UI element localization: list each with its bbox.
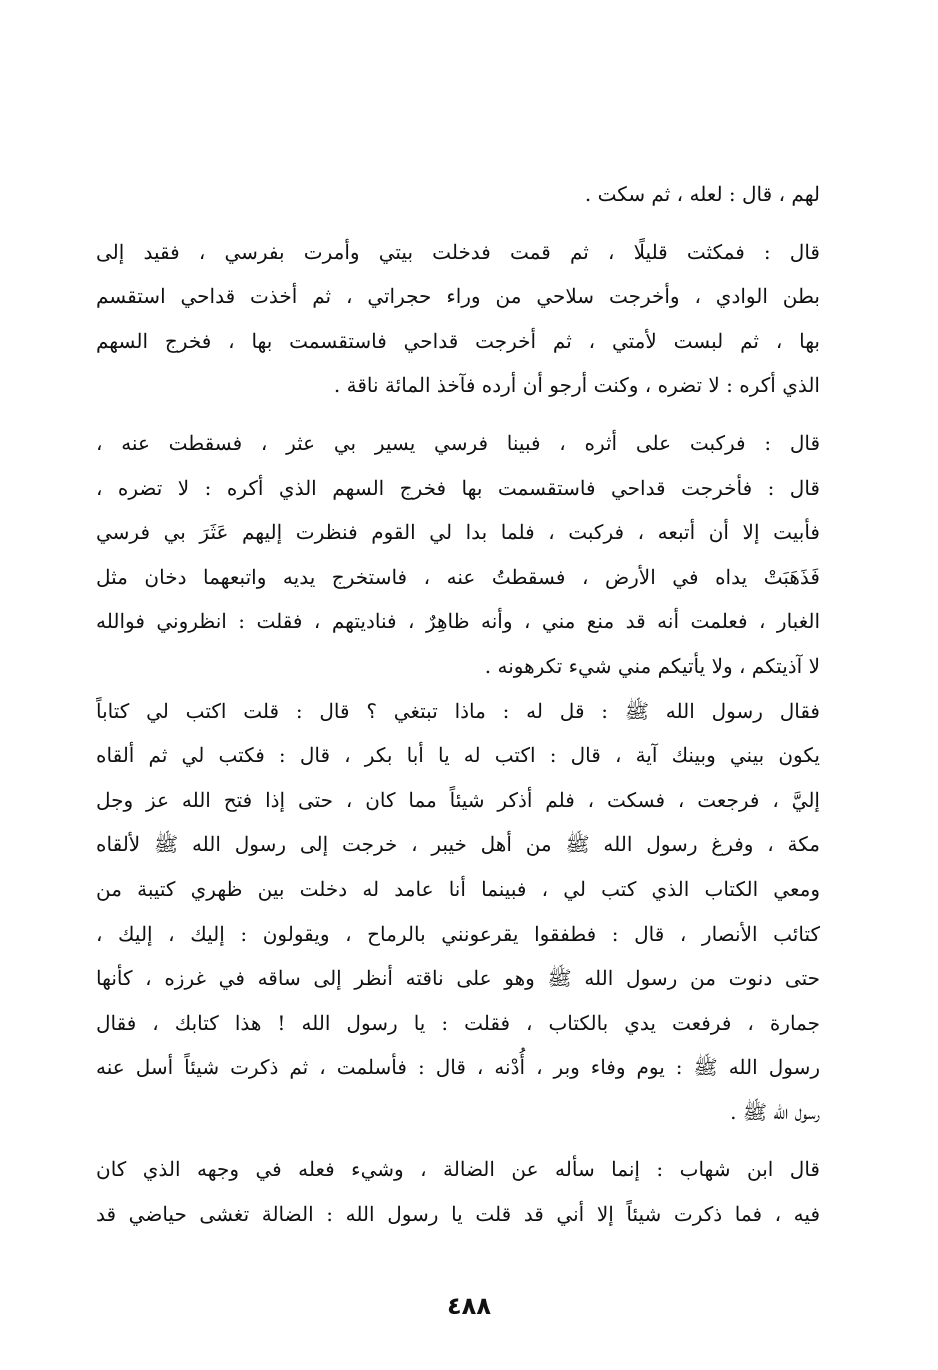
text-line: بها ، ثم لبست لأمتي ، ثم أخرجت قداحي فاستقسمت بها ، فخرج السهم	[96, 328, 820, 353]
paragraph-3	[96, 421, 820, 689]
text-line: مكة ، وفرغ رسول الله ﷺ من أهل خيبر ، خرجت إلى رسول الله ﷺ لألقاه	[96, 832, 820, 857]
text-line: بطن الوادي ، وأخرجت سلاحي من وراء حجراتي ، ثم أخذت قداحي استقسم	[96, 284, 820, 309]
page-number: ٤٨٨	[447, 1292, 491, 1320]
text-line: جمارة ، فرفعت يدي بالكتاب ، فقلت : يا رسول الله ! هذا كتابك ، فقال	[96, 1010, 820, 1035]
text-line: قال : فمكثت قليلًا ، ثم قمت فدخلت بيتي وأمرت بفرسي ، فقيد إلى	[96, 239, 820, 264]
text-line: إليَّ ، فرجعت ، فسكت ، فلم أذكر شيئاً مما كان ، حتى إذا فتح الله عز وجل	[96, 787, 820, 812]
text-line: حتى دنوت من رسول الله ﷺ وهو على ناقته أنظر إلى ساقه في غرزه ، كأنها	[96, 966, 820, 991]
text-line: فيه ، فما ذكرت شيئاً إلا أني قد قلت يا رسول الله : الضالة تغشى حياضي قد	[96, 1202, 820, 1227]
text-line: الذي أكره : لا تضره ، وكنت أرجو أن أرده فآخذ المائة ناقة .	[333, 373, 820, 398]
text-line: لهم ، قال : لعله ، ثم سكت .	[584, 182, 820, 206]
text-line: قال : فأخرجت قداحي فاستقسمت بها فخرج السهم الذي أكره : لا تضره ،	[96, 475, 820, 500]
text-line: كتائب الأنصار ، قال : فطفقوا يقرعونني بالرماح ، ويقولون : إليك ، إليك ،	[96, 921, 820, 946]
text-line: الغبار ، فعلمت أنه قد منع مني ، وأنه ظاهِرٌ ، فناديتهم ، فقلت : انظروني فوالله	[96, 609, 820, 634]
text-line: فقال رسول الله ﷺ : قل له : ماذا تبتغي ؟ قال : قلت اكتب لي كتاباً	[96, 698, 820, 723]
text-line: ومعي الكتاب الذي كتب لي ، فبينما أنا عامد له دخلت بين ظهري كتيبة من	[96, 876, 820, 901]
text-line: رسول الله ﷺ .	[730, 1099, 820, 1124]
paragraph-1	[96, 172, 820, 217]
text-line: قال ابن شهاب : إنما سأله عن الضالة ، وشيء فعله في وجهه الذي كان	[96, 1157, 820, 1182]
text-line: فَذَهَبَتْ يداه في الأرض ، فسقطتُ عنه ، فاستخرج يديه واتبعهما دخان مثل	[96, 564, 820, 589]
paragraph-4	[96, 689, 820, 1135]
text-line: فأبيت إلا أن أتبعه ، فركبت ، فلما بدا لي القوم فنظرت إليهم عَثَرَ بي فرسي	[96, 520, 820, 545]
text-line: قال : فركبت على أثره ، فبينا فرسي يسير بي عثر ، فسقطت عنه ،	[96, 430, 820, 455]
paragraph-gap	[96, 408, 820, 421]
body-text	[96, 172, 820, 1237]
paragraph-5	[96, 1147, 820, 1236]
paragraph-gap	[96, 217, 820, 230]
text-line: رسول الله ﷺ : يوم وفاء وبر ، أُدْنه ، قال : فأسلمت ، ثم ذكرت شيئاً أسل عنه	[96, 1055, 820, 1080]
text-line: لا آذيتكم ، ولا يأتيكم مني شيء تكرهونه .	[484, 653, 820, 678]
paragraph-gap	[96, 1134, 820, 1147]
text-line: يكون بيني وبينك آية ، قال : اكتب له يا أبا بكر ، قال : فكتب لي ثم ألقاه	[96, 743, 820, 768]
paragraph-2	[96, 230, 820, 408]
